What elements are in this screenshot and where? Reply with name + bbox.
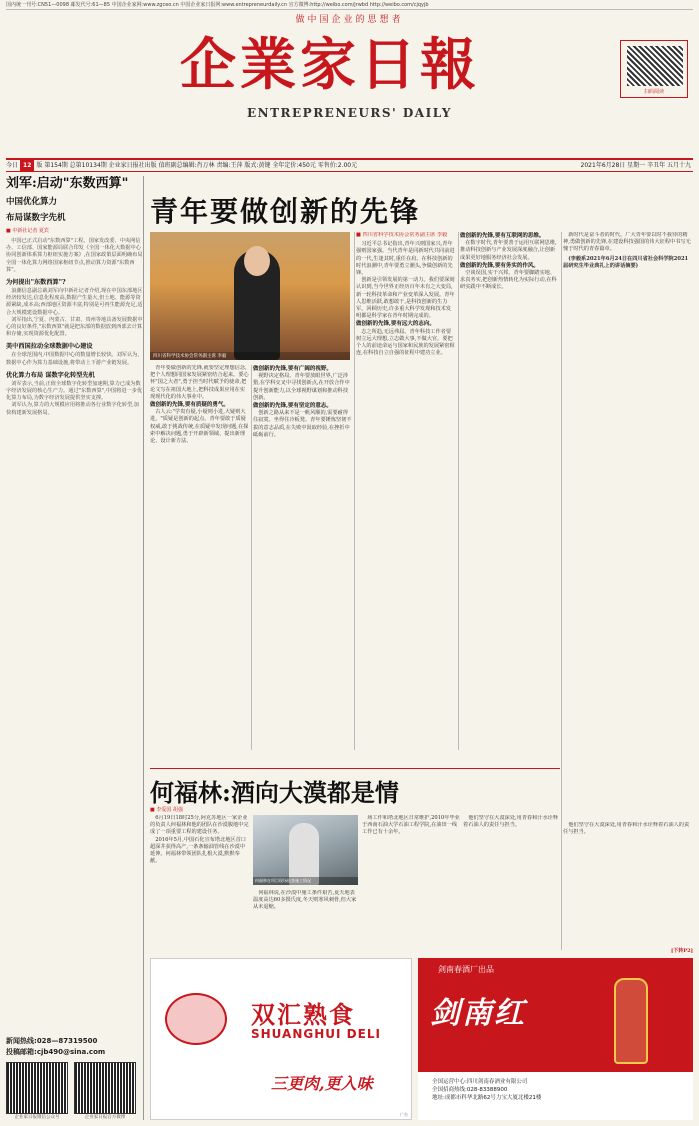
paragraph: 刘军指出,宁夏、内蒙古、甘肃、贵州等地具备发展数据中心的良好条件,"东数西算"就是把东部的数据放到西部去计算和存储,实现资源优化配置。 [6, 316, 143, 338]
submission-email: 投稿邮箱:cjb490@sina.com [6, 1048, 106, 1056]
dateline [6, 158, 693, 172]
article-column [150, 365, 250, 750]
article-column [463, 815, 561, 955]
contact-box [6, 1036, 144, 1120]
wine-bottle-icon [614, 978, 648, 1064]
photo-caption: 四川省科学技术协会常务副主席 李毅 [150, 352, 350, 360]
article-column [460, 232, 560, 750]
paragraph: 空谈误国,实干兴邦。青年要脚踏实地、求真务实,把创新热情转化为实际行动,在科研实践中不断成长。 [460, 270, 557, 291]
ad-info-line: 地址:成都市科华北路62号力宝大厦北楼21楼 [432, 1095, 542, 1101]
speaker-face [244, 246, 270, 276]
ad-slogan: 三更肉,更入味 [271, 1074, 373, 1093]
section-heading: 做创新的先锋,要有远大的志向。 [356, 321, 435, 328]
qr-code-icon [627, 46, 683, 86]
ad-maker: 剑南春酒厂出品 [438, 965, 494, 974]
section-heading: 做创新的先锋,要有互联网的思维。 [460, 233, 545, 239]
paragraph: 刘军认为,算力的大规模应用将推动各行业数字化转型,加快构建新发展格局。 [6, 402, 139, 416]
article-column [356, 232, 456, 750]
ad-info-line: 全国招商热线:028-83388900 [432, 1087, 508, 1093]
article-column [253, 365, 353, 750]
top-info-bar: 国内统一刊号:CN51—0098 邮发代号:61—85 中国企业家网:www.zgceo.cn 中国企业家日报网:www.entrepreneurdaily.cn 官方微博:http://weibo.com/jrwbd http://weibo.com/cjqyjb [6, 0, 693, 10]
qr-caption: 企业家日报微信公众号 [14, 1115, 60, 1120]
article-column [563, 232, 693, 822]
divider [251, 365, 252, 750]
left-column-article [6, 176, 144, 1120]
masthead-english: ENTREPRENEURS' DAILY [247, 106, 452, 120]
wechat-qr-code-icon [6, 1062, 68, 1114]
paragraph: 青年要做创新的先锋,就要坚定理想信念,把个人理想同国家发展紧密结合起来。要心怀"国之大者",勇于担当时代赋予的使命,把论文写在祖国大地上,把科技成果应用在实现现代化的伟大事业中。 [150, 365, 249, 400]
left-article-byline: ■ 中新社记者 夏宾 [6, 228, 49, 234]
paragraph: 创新之路从来不是一帆风顺的,需要耐得住寂寞、坐得住冷板凳。青年要锤炼坚韧不拔的意志品质,在失败中汲取经验,在挫折中砥砺前行。 [253, 410, 352, 438]
article-column [253, 890, 358, 955]
shuanghui-ad[interactable] [150, 958, 412, 1120]
news-hotline: 新闻热线:028—87319500 [6, 1037, 98, 1045]
paragraph: 创新是引领发展的第一动力。我们要深刻认识到,当今世界正经历百年未有之大变局,新一轮科技革命和产业变革深入发展。青年人思维活跃,敢想敢干,是科技创新的生力军。回顾历史,许多重大科学发现和技术发明都是科学家在青年时期完成的。 [356, 277, 455, 320]
worker-figure [289, 823, 319, 885]
paragraph: 中国已正式启动"东数西算"工程。国家发改委、中央网信办、工信部、国家能源局联合印发《全国一体化大数据中心协同创新体系算力枢纽实施方案》,在国家政策层面明确布局全国一体化算力网络国家枢纽节点,推动算力资源"东数西算"。 [6, 238, 143, 273]
ad-brand-cn: 双汇熟食 [251, 1000, 355, 1029]
section-heading: 做创新的先锋,要有坚定的意志。 [253, 403, 332, 410]
issue-date: 2021年6月28日 星期一 辛丑年 五月十九 [580, 162, 691, 169]
tagline: 做中国企业的思想者 [295, 15, 404, 25]
article-column [362, 815, 460, 955]
ad-label: 广告 [400, 1112, 408, 1117]
pig-logo-icon [165, 993, 227, 1045]
paragraph: 他们坚守在大漠深处,用青春和汗水诠释着石油人的责任与担当。 [563, 822, 690, 836]
feature-byline: ■ 李爱国 胡强 [150, 807, 183, 813]
article-column [150, 815, 250, 955]
qr-code-label: 扫码阅读 [643, 89, 664, 95]
qr-caption: 企业家日报官方微博 [84, 1115, 126, 1120]
jiannanchun-ad[interactable] [418, 958, 693, 1120]
section-heading: 做创新的先锋,要有务实的作风。 [460, 262, 539, 269]
paragraph: 何福林说,在沙漠中施工条件艰苦,夏天地表温度高达60多摄氏度,冬天则寒风刺骨,但大家从未退缩。 [253, 890, 357, 911]
left-article-title[interactable]: 刘军:启动"东数西算" [6, 176, 129, 191]
paragraph: 新时代是奋斗者的时代。广大青年要以时不我待的精神,勇做创新的先锋,在建设科技强国的伟大征程中书写无愧于时代的青春篇章。 [563, 232, 691, 253]
ad-brand-en: SHUANGHUI DELI [251, 1027, 381, 1041]
paragraph: 刘军表示,当前,正值全球数字化转型加速期,算力已成为数字经济发展的核心生产力。通过"东数西算",中国将进一步优化算力布局,为数字经济发展提供坚实支撑。 [6, 380, 143, 402]
paragraph: 视野决定格局。青年要放眼世界,广泛涉猎,在学科交叉中寻找创新点,在开放合作中提升创新能力,以全球视野谋划和推动科技创新。 [253, 373, 350, 401]
divider [561, 232, 562, 950]
main-byline: ■ 四川省科学技术协会常务副主席 李毅 [356, 232, 448, 238]
author-note: (李毅系2021年6月24日在四川省社会科学院2021届研究生毕业典礼上的讲话摘要) [563, 255, 689, 269]
section-heading: 做创新的先锋,要有质疑的勇气。 [150, 402, 229, 409]
paragraph: 场工作和塔北地区日常维护,2010年毕业于西南石油大学石油工程学院,在油田一线工作已有十余年。 [362, 815, 460, 836]
section-heading: 优化算力布局 谋数字化转型先机 [6, 371, 95, 379]
main-article-photo [150, 232, 350, 360]
photo-caption: 何福林在项目现场检查施工情况 [253, 877, 358, 885]
divider [354, 232, 355, 750]
paragraph: 6月19日18时25分,阿克苏地区一家企业的负责人何福林和他的团队在沙漠腹地中完成了一项重要工程的建设任务。 [150, 815, 249, 836]
paragraph: 在数字时代,青年要善于运用互联网思维,推动科技创新与产业发展深度融合,让创新成果更好地服务经济社会发展。 [460, 240, 557, 261]
paragraph: 他们坚守在大漠深处,用青春和汗水诠释着石油人的责任与担当。 [463, 815, 559, 829]
issue-info: 第154期 总第10134期 企业家日报社出版 值班副总编辑:肖万林 责编:王萍 版式:黄键 全年定价:450元 零售价:2.00元 [44, 162, 358, 169]
today-label: 今日 [6, 162, 19, 169]
main-headline[interactable]: 青年要做创新的先锋 [150, 195, 421, 228]
paragraph: 志之所趋,无远弗届。青年科技工作者要树立远大理想,立志做大事,不做大官。要把个人的前途命运与国家和民族的发展紧密相连,在科技自立自强的征程中建功立业。 [356, 328, 455, 357]
paragraph: 2016年5月,中国石化宣布塔北地区首口超深井获得高产,一条条输油管线在沙漠中延伸。何福林带领团队扎根大漠,默默奉献。 [150, 836, 246, 865]
ad-brand: 剑南红 [430, 996, 526, 1031]
continued-link[interactable]: [下转P2] [671, 947, 693, 954]
paragraph: 古人云:"学贵有疑,小疑则小进,大疑则大进。"质疑是创新的起点。青年要敢于质疑权威,敢于挑战传统,在质疑中发现问题,在探索中解决问题,勇于开辟新领域、提出新理论、设计新方法。 [150, 409, 249, 445]
left-article-subtitle-2: 布局谋数字先机 [6, 213, 66, 223]
page-count: 12 [20, 160, 34, 171]
divider [458, 232, 459, 750]
section-heading: 做创新的先锋,要有广阔的视野。 [253, 366, 332, 372]
feature-photo [253, 815, 358, 885]
ad-contact-info [418, 1072, 693, 1120]
qr-code-box [620, 40, 688, 98]
left-article-subtitle-1: 中国优化算力 [6, 197, 58, 207]
paragraph: 浪潮信息副总裁刘军向中新社记者介绍,现在中国东部地区经济较发达,信息化程度高,数据产生量大,但土地、能源等资源紧缺,成本高;西部地区资源丰富,特别是可再生能源充足,适合大规模建设数据中心。 [6, 288, 143, 316]
paragraph: 习近平总书记指出,青年兴则国家兴,青年强则国家强。当代青年是同新时代共同前进的一代,生逢其时,重任在肩。在科技创新的时代浪潮中,青年要勇立潮头,争做创新的先锋。 [356, 241, 455, 277]
section-heading: 为何提出"东数西算"? [6, 279, 66, 287]
page-unit: 版 [36, 162, 43, 169]
weibo-qr-code-icon [74, 1062, 136, 1114]
ad-info-line: 全国运营中心:四川剑南春酒业有限公司 [432, 1079, 528, 1085]
hotline-number[interactable]: 028—87319500 [36, 1037, 98, 1045]
email-address[interactable]: cjb490@sina.com [36, 1048, 106, 1056]
masthead-logo: 企業家日報 [180, 32, 480, 98]
feature-headline[interactable]: 何福林:酒向大漠都是情 [150, 768, 560, 808]
article-column [563, 822, 693, 955]
section-heading: 美中西国拉动全球数据中心建设 [6, 343, 93, 351]
paragraph: 在全球范围内,中国数据中心的数量增长较快。刘军认为,数据中心作为算力基础设施,将带动上下游产业链发展。 [6, 352, 139, 366]
